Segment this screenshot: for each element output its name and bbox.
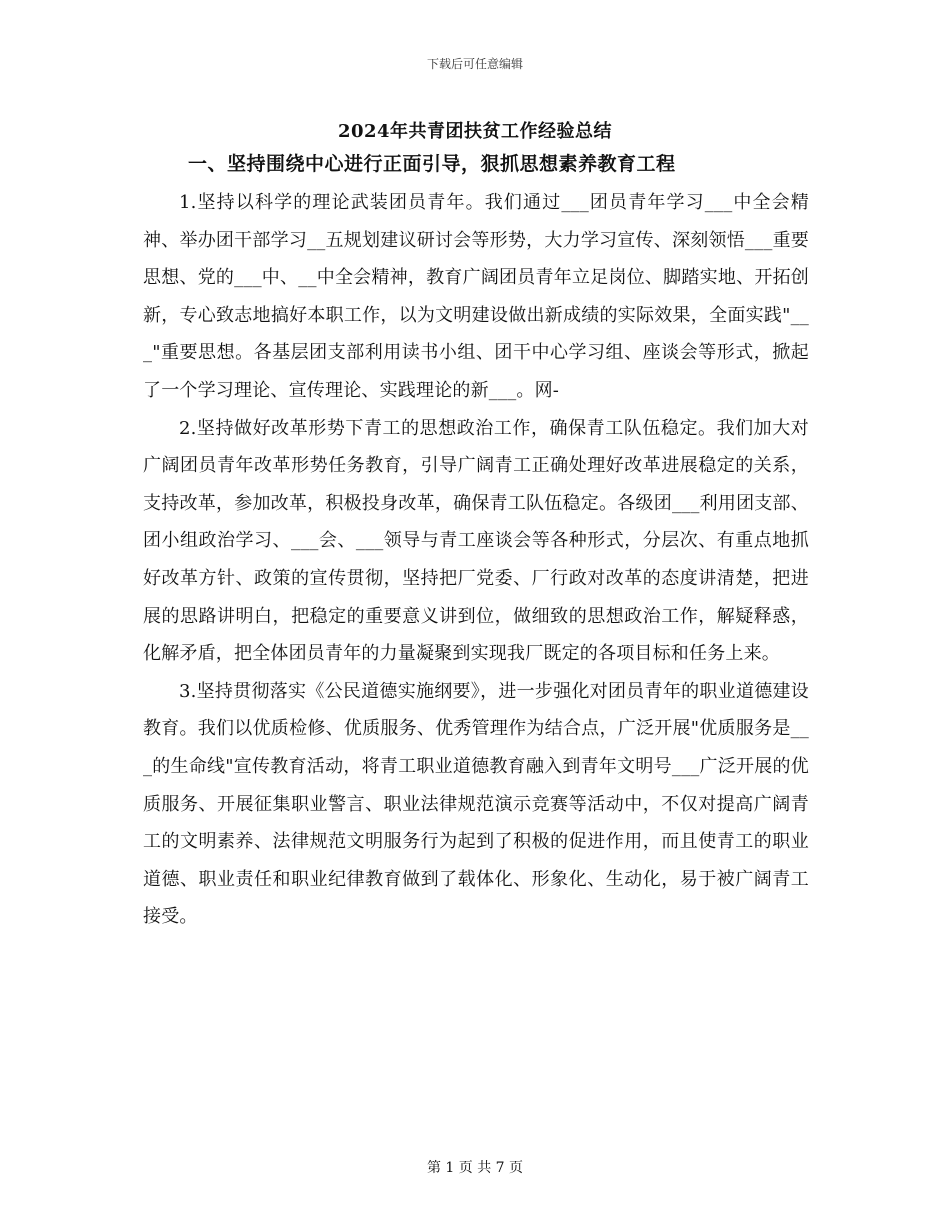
paragraph-1: 1.坚持以科学的理论武装团员青年。我们通过___团员青年学习___中全会精神、举办团干部学习__五规划建议研讨会等形势，大力学习宣传、深刻领悟___重要思想、党的___中、__中全会精神，教育广阔团员青年立足岗位、脚踏实地、开拓创新，专心致志地搞好本职工作，以为文明建设做出新成绩的实际效果，全面实践"___"重要思想。各基层团支部利用读书小组、团干中心学习组、座谈会等形式，掀起了一个学习理论、宣传理论、实践理论的新___。网- bbox=[143, 192, 809, 401]
document-title: 2024年共青团扶贫工作经验总结 bbox=[337, 121, 613, 142]
page-indicator: 第 1 页 共 7 页 bbox=[426, 1160, 524, 1176]
section-heading: 一、坚持围绕中心进行正面引导，狠抓思想素养教育工程 bbox=[188, 153, 676, 175]
header-note: 下载后可任意编辑 bbox=[426, 57, 523, 71]
paragraph-3: 3.坚持贯彻落实《公民道德实施纲要》，进一步强化对团员青年的职业道德建设教育。我们以优质检修、优质服务、优秀管理作为结合点，广泛开展"优质服务是___的生命线"宣传教育活动，将青工职业道德教育融入到青年文明号___广泛开展的优质服务、开展征集职业警言、职业法律规范演示竞赛等活动中，不仅对提高广阔青工的文明素养、法律规范文明服务行为起到了积极的促进作用，而且使青工的职业道德、职业责任和职业纪律教育做到了载体化、形象化、生动化，易于被广阔青工接受。 bbox=[143, 680, 809, 928]
paragraph-2: 2.坚持做好改革形势下青工的思想政治工作，确保青工队伍稳定。我们加大对广阔团员青年改革形势任务教育，引导广阔青工正确处理好改革进展稳定的关系，支持改革，参加改革，积极投身改革，确保青工队伍稳定。各级团___利用团支部、团小组政治学习、___会、___领导与青工座谈会等各种形式，分层次、有重点地抓好改革方针、政策的宣传贯彻，坚持把厂党委、厂行政对改革的态度讲清楚，把进展的思路讲明白，把稳定的重要意义讲到位，做细致的思想政治工作，解疑释惑，化解矛盾，把全体团员青年的力量凝聚到实现我厂既定的各项目标和任务上来。 bbox=[143, 417, 809, 665]
document-body bbox=[143, 184, 809, 936]
